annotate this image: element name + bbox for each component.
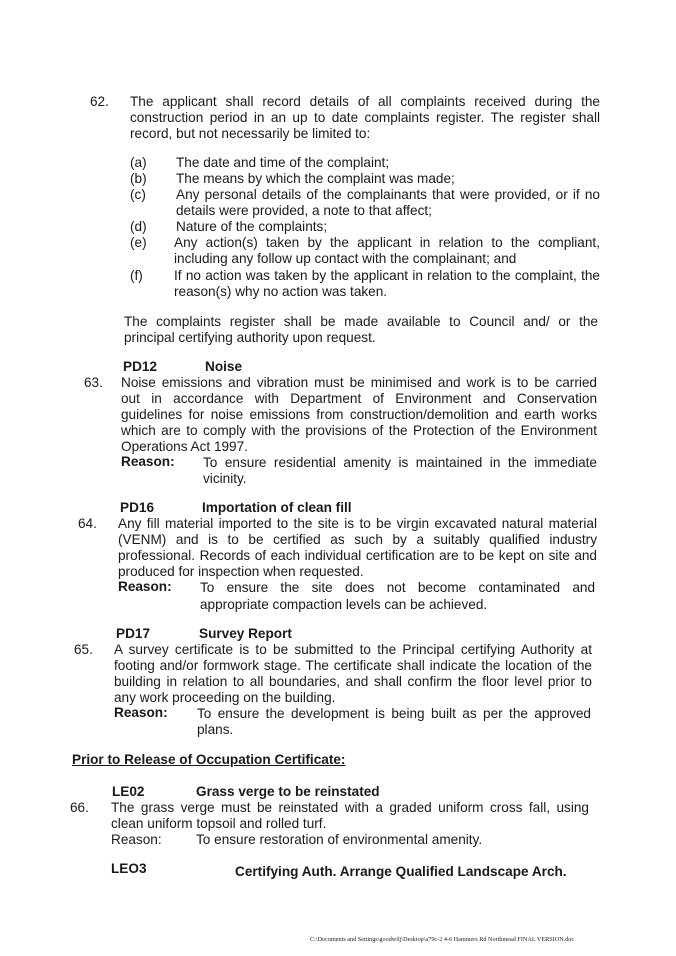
condition-63-line-4: which are to comply with the provisions of the Protection of the Environment bbox=[121, 423, 597, 438]
list-item-e-text-1: Any action(s) taken by the applicant in relation to the compliant, bbox=[174, 235, 600, 250]
condition-67-code: LEO3 bbox=[111, 861, 147, 876]
list-item-a-label: (a) bbox=[130, 155, 147, 170]
condition-63-line-1: Noise emissions and vibration must be minimised and work is to be carried bbox=[121, 375, 597, 390]
condition-63-number: 63. bbox=[84, 375, 103, 390]
condition-65-line-2: footing and/or formwork stage. The certificate shall indicate the location of the bbox=[114, 658, 592, 673]
condition-66-number: 66. bbox=[70, 800, 89, 815]
condition-66-reason-label: Reason: bbox=[111, 832, 162, 847]
condition-64-reason-1: To ensure the site does not become contaminated and bbox=[200, 580, 595, 595]
condition-64-reason-label: Reason: bbox=[118, 579, 172, 594]
condition-65-reason-label: Reason: bbox=[114, 705, 168, 720]
condition-62-closing-2: principal certifying authority upon request. bbox=[124, 330, 376, 345]
condition-64-title: Importation of clean fill bbox=[202, 500, 352, 515]
condition-63-reason-2: vicinity. bbox=[203, 471, 247, 486]
condition-65-code: PD17 bbox=[116, 626, 151, 641]
list-item-b-label: (b) bbox=[130, 171, 147, 186]
condition-62-number: 62. bbox=[90, 94, 109, 109]
condition-63-line-2: out in accordance with Department of Environment and Conservation bbox=[121, 391, 597, 406]
list-item-b-text: The means by which the complaint was made; bbox=[176, 171, 455, 186]
condition-64-code: PD16 bbox=[120, 500, 155, 515]
document-footer-path: C:\Documents and Settings\goodwilj\Desktop\a79c-2 4-6 Hammers Rd Northmead FINAL VERSION.doc bbox=[310, 936, 575, 943]
condition-65-reason-1: To ensure the development is being built as per the approved bbox=[197, 706, 591, 721]
condition-62-line-1: The applicant shall record details of all complaints received during the bbox=[130, 94, 600, 109]
list-item-f-label: (f) bbox=[130, 268, 143, 283]
condition-66-line-2: clean uniform topsoil and rolled turf. bbox=[111, 816, 327, 831]
condition-63-code: PD12 bbox=[123, 359, 158, 374]
condition-65-title: Survey Report bbox=[199, 626, 292, 641]
condition-64-line-1: Any fill material imported to the site is to be virgin excavated natural material bbox=[118, 516, 597, 531]
list-item-f-text-1: If no action was taken by the applicant in relation to the complaint, the bbox=[174, 268, 600, 283]
condition-64-number: 64. bbox=[78, 516, 97, 531]
list-item-c-label: (c) bbox=[130, 187, 146, 202]
condition-64-line-4: produced for inspection when requested. bbox=[118, 564, 364, 579]
condition-62-line-3: record, but not necessarily be limited to: bbox=[130, 126, 371, 141]
condition-64-reason-2: appropriate compaction levels can be achieved. bbox=[200, 597, 488, 612]
list-item-e-label: (e) bbox=[130, 235, 147, 250]
condition-66-reason-1: To ensure restoration of environmental amenity. bbox=[196, 832, 483, 847]
condition-62-closing-1: The complaints register shall be made available to Council and/ or the bbox=[124, 314, 598, 329]
condition-64-line-3: professional. Records of each individual certification are to be kept on site and bbox=[118, 548, 597, 563]
condition-63-reason-label: Reason: bbox=[121, 454, 175, 469]
section-heading: Prior to Release of Occupation Certificate: bbox=[72, 752, 346, 767]
condition-65-line-3: building in relation to all boundaries, and shall confirm the floor level prior to bbox=[114, 674, 592, 689]
condition-66-code: LE02 bbox=[112, 784, 145, 799]
list-item-d-label: (d) bbox=[130, 219, 147, 234]
list-item-c-text-1: Any personal details of the complainants that were provided, or if no bbox=[176, 187, 600, 202]
condition-67-title: Certifying Auth. Arrange Qualified Landscape Arch. bbox=[235, 864, 567, 879]
condition-63-title: Noise bbox=[205, 359, 243, 374]
condition-63-line-3: guidelines for noise emissions from construction/demolition and earth works bbox=[121, 407, 597, 422]
condition-63-reason-1: To ensure residential amenity is maintained in the immediate bbox=[203, 455, 597, 470]
condition-65-number: 65. bbox=[74, 642, 93, 657]
condition-65-line-4: any work proceeding on the building. bbox=[114, 690, 336, 705]
condition-65-line-1: A survey certificate is to be submitted to the Principal certifying Authority at bbox=[114, 642, 592, 657]
condition-66-title: Grass verge to be reinstated bbox=[196, 784, 380, 799]
condition-63-line-5: Operations Act 1997. bbox=[121, 439, 248, 454]
list-item-f-text-2: reason(s) why no action was taken. bbox=[174, 284, 388, 299]
condition-66-line-1: The grass verge must be reinstated with a graded uniform cross fall, using bbox=[111, 800, 589, 815]
list-item-a-text: The date and time of the complaint; bbox=[176, 155, 390, 170]
list-item-e-text-2: including any follow up contact with the complainant; and bbox=[174, 251, 517, 266]
list-item-c-text-2: details were provided, a note to that affect; bbox=[176, 203, 432, 218]
condition-65-reason-2: plans. bbox=[197, 722, 234, 737]
condition-62-line-2: construction period in an up to date complaints register. The register shall bbox=[130, 110, 600, 125]
list-item-d-text: Nature of the complaints; bbox=[176, 219, 328, 234]
condition-64-line-2: (VENM) and is to be certified as such by a suitably qualified industry bbox=[118, 532, 597, 547]
